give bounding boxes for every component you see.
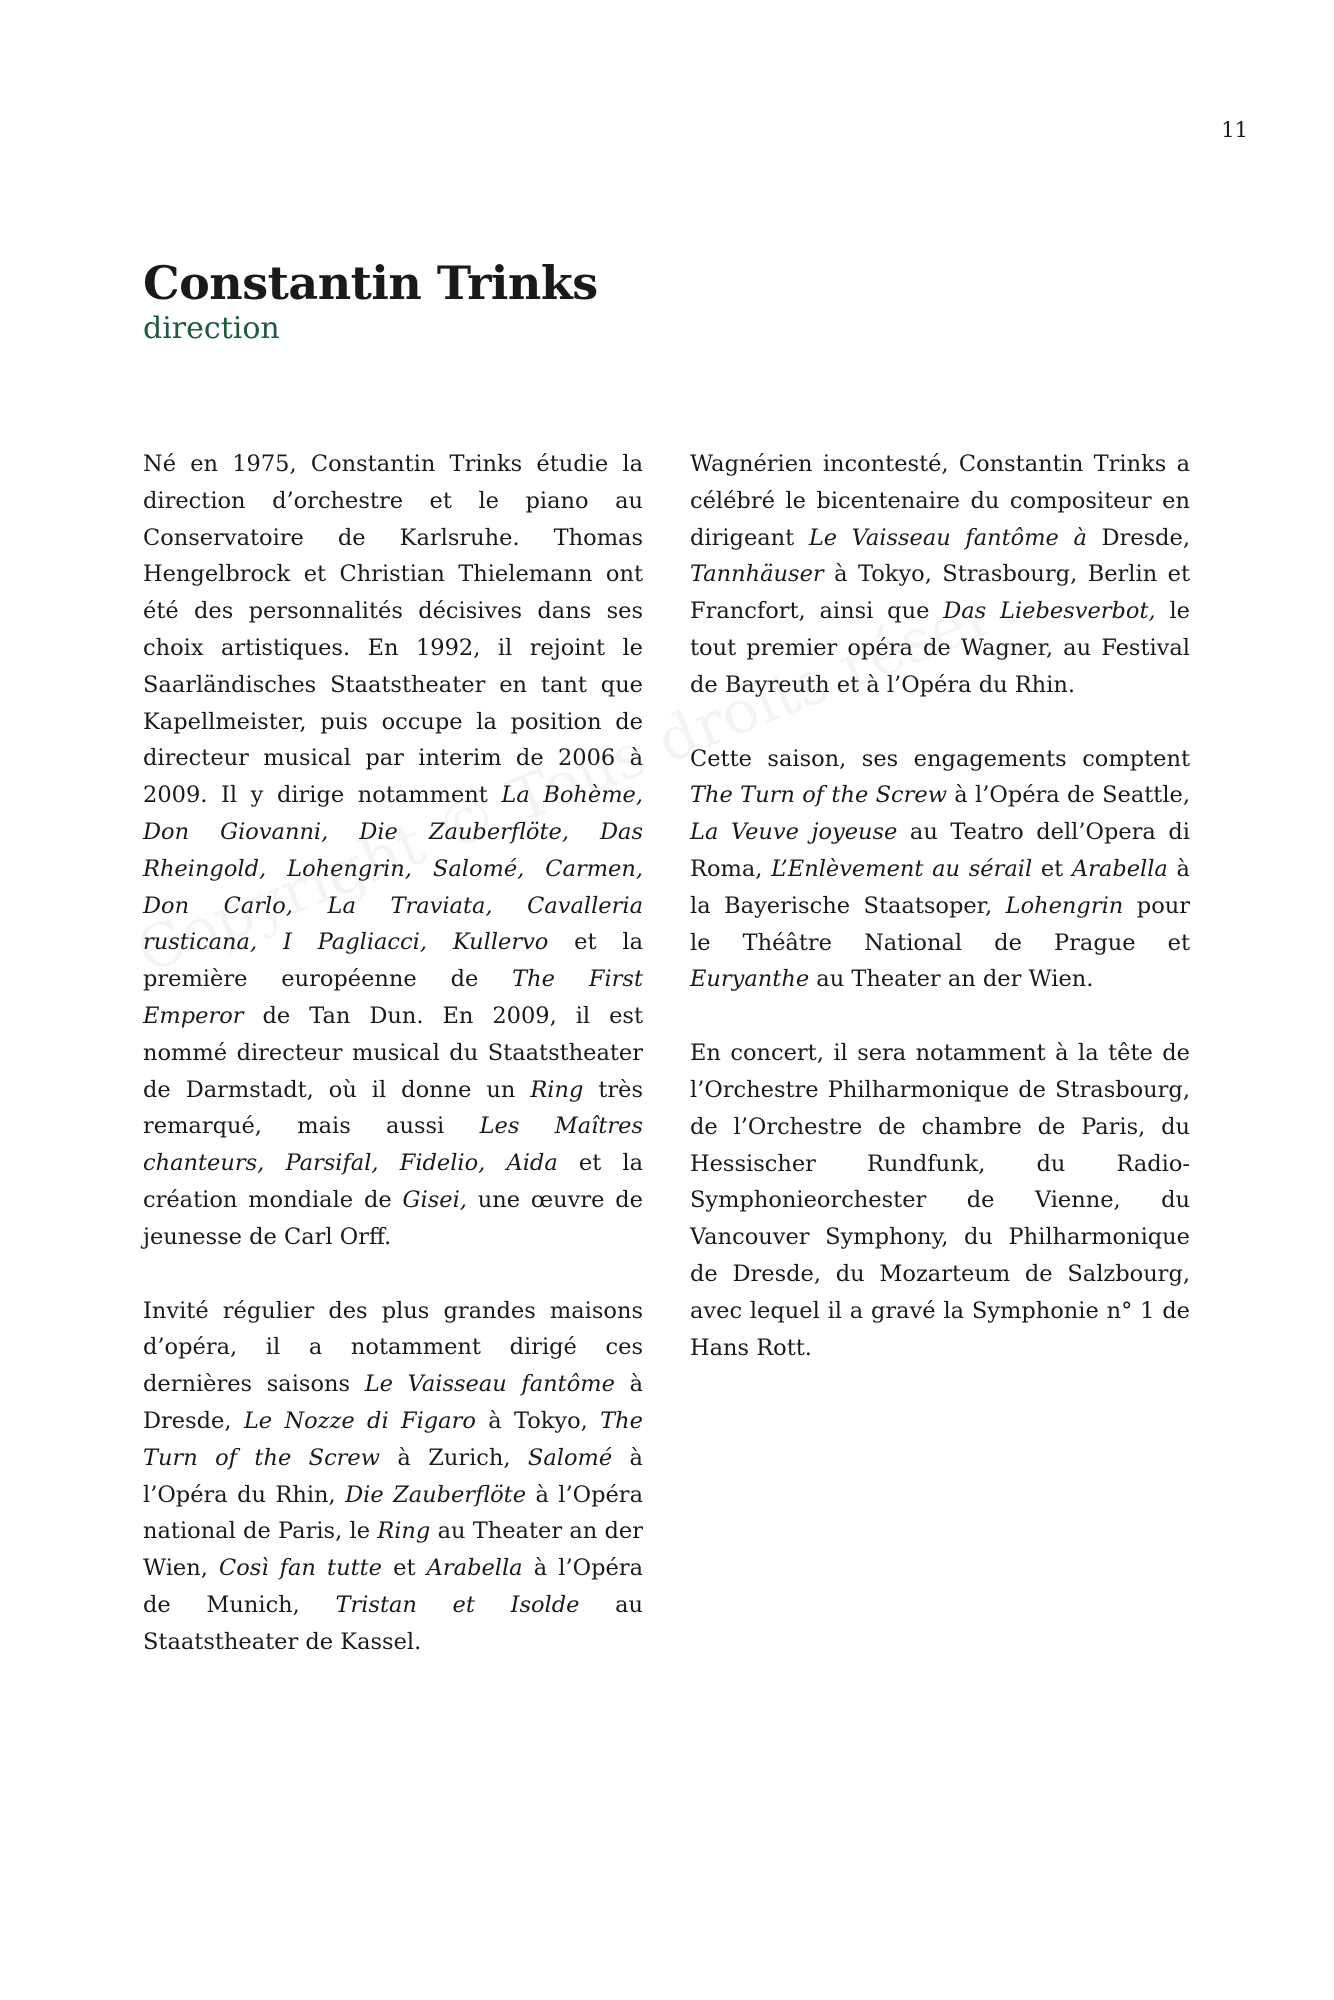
text-run: à Tokyo, [475,1407,601,1434]
italic-run: The Turn of the Screw [690,782,947,809]
italic-run: Le Vaisseau fantôme [808,524,1059,551]
text-run: En concert, il sera notamment à la tête de l’Orchestre Philharmonique de Strasbourg, de l’Orchestre de chambre de Paris, du Hessischer Rundfunk, du Radio-Symphonieorchester de Vienne, du Vancouver Symphony, du Philharmonique de Dresde, du Mozarteum de Salzbourg, avec lequel il a gravé la Symphonie n° 1 de Hans Rott. [690,1040,1190,1361]
italic-run: La Bohème, Don Giovanni, Die Zauberflöte, Das Rheingold, Lohengrin, Salomé, Carmen, Don Carlo, La Traviata, Cavalleria rusticana, I Pagliacci, Kullervo [143,782,643,956]
page-subtitle: direction [143,311,280,346]
paragraph [690,1035,1190,1366]
italic-run: Ring [377,1518,431,1545]
paragraph [143,1293,643,1661]
italic-run: Salomé [527,1444,613,1471]
text-run: Cette saison, ses engagements comptent [690,745,1190,772]
paragraph [690,446,1190,704]
text-run: à la Bayerische Staatsoper, [690,855,1190,919]
text-run: à l’Opéra de Munich, [143,1555,643,1618]
paragraph [690,741,1190,999]
text-run: très remarqué, mais aussi [143,1076,644,1140]
text-run: pour le Théâtre National de Prague et [690,892,1190,956]
italic-run: La Veuve joyeuse [690,819,898,846]
italic-run: Les Maîtres chanteurs, Parsifal, Fidelio, Aida [143,1113,643,1177]
text-run: Invité régulier des plus grandes maisons d’opéra, il a notamment dirigé ces dernières saisons [143,1297,643,1398]
italic-run: L’Enlèvement au sérail [771,855,1033,882]
text-run: le tout premier opéra de Wagner, au Festival de Bayreuth et à l’Opéra du Rhin. [690,598,1190,698]
text-run: à l’Opéra du Rhin, [143,1444,643,1508]
italic-run: Die Zauberflöte [345,1481,527,1508]
italic-run: Così fan tutte [219,1555,382,1582]
italic-run: Lohengrin [1005,892,1124,919]
italic-run: Tristan et Isolde [335,1591,580,1618]
italic-run: Ring [530,1076,584,1103]
italic-run: The First Emperor [143,966,643,1029]
text-run: à Zurich, [380,1444,528,1471]
text-run: à l’Opéra de Seattle, [946,782,1190,809]
text-run: au Teatro dell’Opera di Roma, [690,819,1190,882]
text-run: et [1032,855,1072,882]
left-column [143,446,643,1698]
italic-run: Le Nozze di Figaro [243,1407,476,1434]
text-run: à Tokyo, Strasbourg, Berlin et Francfort, ainsi que [690,561,1190,625]
text-run: et la première européenne de [143,929,643,993]
page-title: Constantin Trinks [143,256,598,310]
text-run: Wagnérien incontesté, Constantin Trinks a célébré le bicentenaire du compositeur en dirigeant [690,451,1190,551]
text-run: à Dresde, [143,1371,644,1434]
italic-run: Das Liebesverbot, [943,598,1156,625]
text-run: Dresde, [1086,524,1190,551]
body-columns [143,446,1190,1698]
italic-run: Gisei, [402,1186,467,1213]
italic-run: The Turn of the Screw [143,1407,643,1471]
paragraph [143,446,643,1256]
text-run: et [382,1555,427,1582]
italic-run: Tannhäuser [690,561,824,588]
text-run: Né en 1975, Constantin Trinks étudie la direction d’orchestre et le piano au Conservatoire de Karlsruhe. Thomas Hengelbrock et Christian Thielemann ont été des personnalités décisives dans ses choix artistiques. En 1992, il rejoint le Saarländisches Staatstheater en tant que Kapellmeister, puis occupe la position de directeur musical par interim de 2006 à 2009. Il y dirige notamment [143,451,643,809]
text-run: au Theater an der Wien, [143,1518,643,1582]
text-run: de Tan Dun. En 2009, il est nommé directeur musical du Staatstheater de Darmstadt, où il donne un [143,1002,643,1103]
page-number: 11 [1221,118,1248,142]
text-run: au Staatstheater de Kassel. [143,1591,643,1655]
header [143,255,598,347]
text-run: une œuvre de jeunesse de Carl Orff. [143,1186,644,1250]
text-run: et la création mondiale de [143,1150,643,1213]
italic-run: à [1073,524,1087,551]
italic-run: Arabella [426,1555,523,1582]
text-run: au Theater an der Wien. [809,966,1094,993]
italic-run: Arabella [1071,855,1168,882]
text-run [1059,525,1074,551]
right-column [690,446,1190,1698]
text-run: à l’Opéra national de Paris, le [143,1481,643,1545]
italic-run: Euryanthe [690,966,810,993]
italic-run: Le Vaisseau fantôme [364,1371,615,1398]
